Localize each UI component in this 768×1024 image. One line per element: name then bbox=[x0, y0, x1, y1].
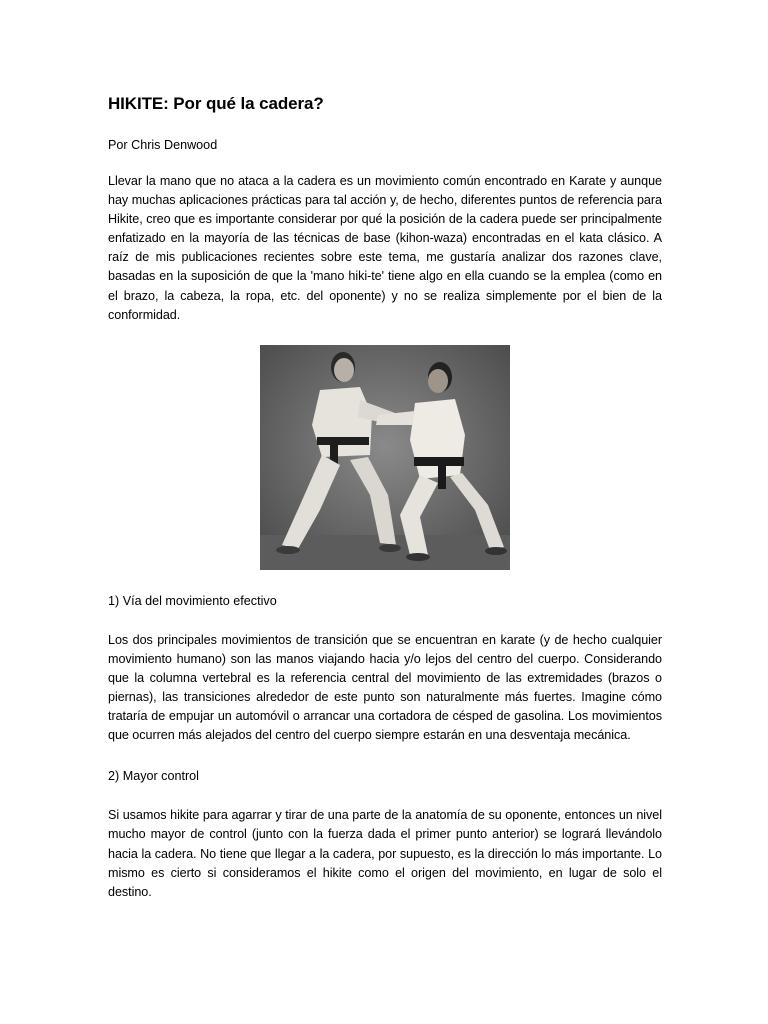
karate-photo bbox=[260, 345, 510, 570]
section1-paragraph: Los dos principales movimientos de transición que se encuentran en karate (y de hecho cualquier movimiento humano) son las manos viajando hacia y/o lejos del centro del cuerpo. Considerando que la columna vertebral es la referencia central del movimiento de las extremidades (brazos o piernas), las transiciones alrededor de este punto son naturalmente más fuertes. Imagine cómo trataría de empujar un automóvil o arrancar una cortadora de césped de gasolina. Los movimientos que ocurren más alejados del centro del cuerpo siempre estarán en una desventaja mecánica. bbox=[108, 632, 662, 743]
intro-paragraph: Llevar la mano que no ataca a la cadera es un movimiento común encontrado en Karate y aunque hay muchas aplicaciones prácticas para tal acción y, de hecho, diferentes puntos de referencia para Hikite, creo que es importante considerar por qué la posición de la cadera puede ser principalmente enfatizado en la mayoría de las técnicas de base (kihon-waza) encontradas en el kata clásico. A raíz de mis publicaciones recientes sobre este tema, me gustaría analizar dos razones clave, basadas en la suposición de que la 'mano hiki-te' tiene algo en ella cuando se la emplea (como en el brazo, la cabeza, la ropa, etc. del oponente) y no se realiza simplemente por el bien de la conformidad. bbox=[108, 174, 662, 322]
document-author: Por Chris Denwood bbox=[108, 138, 218, 152]
section1-heading: 1) Vía del movimiento efectivo bbox=[108, 593, 277, 608]
section2-paragraph: Si usamos hikite para agarrar y tirar de una parte de la anatomía de su oponente, entonces un nivel mucho mayor de control (junto con la fuerza dada el primer punto anterior) se logrará llevándolo hacia la cadera. No tiene que llegar a la cadera, por supuesto, es la dirección lo más importante. Lo mismo es cierto si consideramos el hikite como el origen del movimiento, en lugar de solo el destino. bbox=[108, 808, 662, 899]
document-page bbox=[108, 92, 662, 902]
section2-heading: 2) Mayor control bbox=[108, 769, 199, 784]
document-title: HIKITE: Por qué la cadera? bbox=[108, 94, 324, 113]
karate-photo-drawing bbox=[260, 345, 510, 570]
